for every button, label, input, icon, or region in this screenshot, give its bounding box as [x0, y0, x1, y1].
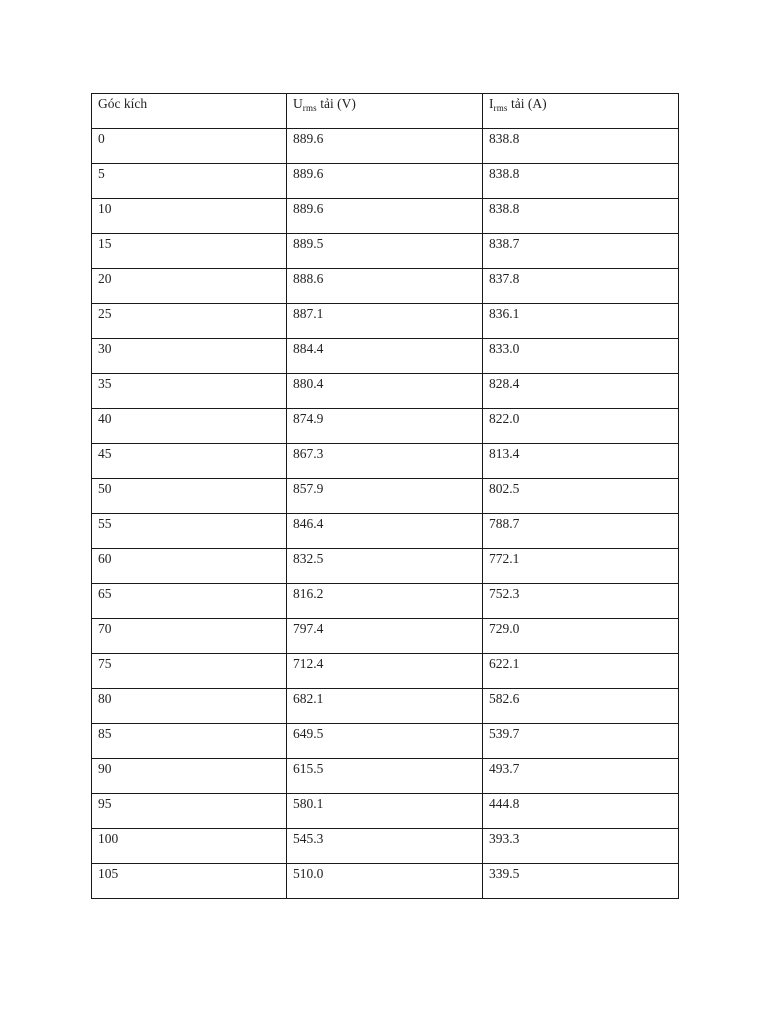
table-row	[92, 724, 679, 759]
table-row	[92, 689, 679, 724]
table-header-row	[92, 94, 679, 129]
table-row	[92, 759, 679, 794]
cell-irms-value: 788.7	[483, 514, 679, 549]
cell-urms-value: 880.4	[287, 374, 483, 409]
table-row	[92, 129, 679, 164]
cell-firing-angle: 65	[92, 584, 287, 619]
cell-urms-value: 889.5	[287, 234, 483, 269]
table-row	[92, 549, 679, 584]
cell-urms-value: 682.1	[287, 689, 483, 724]
header-urms-load: $U_{rms}$ tải (V)	[287, 94, 483, 129]
cell-firing-angle: 0	[92, 129, 287, 164]
cell-irms-value: 752.3	[483, 584, 679, 619]
cell-irms-value: 836.1	[483, 304, 679, 339]
cell-urms-value: 510.0	[287, 864, 483, 899]
table-row	[92, 444, 679, 479]
table-row	[92, 654, 679, 689]
cell-irms-value: 828.4	[483, 374, 679, 409]
table-row	[92, 374, 679, 409]
cell-urms-value: 887.1	[287, 304, 483, 339]
cell-urms-value: 580.1	[287, 794, 483, 829]
cell-urms-value: 889.6	[287, 164, 483, 199]
cell-urms-value: 615.5	[287, 759, 483, 794]
cell-irms-value: 582.6	[483, 689, 679, 724]
cell-firing-angle: 20	[92, 269, 287, 304]
cell-firing-angle: 85	[92, 724, 287, 759]
cell-irms-value: 539.7	[483, 724, 679, 759]
cell-urms-value: 857.9	[287, 479, 483, 514]
cell-urms-value: 545.3	[287, 829, 483, 864]
cell-irms-value: 393.3	[483, 829, 679, 864]
cell-urms-value: 816.2	[287, 584, 483, 619]
header-irms-load: $I_{rms}$ tải (A)	[483, 94, 679, 129]
cell-firing-angle: 30	[92, 339, 287, 374]
table-row	[92, 584, 679, 619]
cell-irms-value: 802.5	[483, 479, 679, 514]
cell-urms-value: 889.6	[287, 129, 483, 164]
table-row	[92, 269, 679, 304]
cell-irms-value: 838.7	[483, 234, 679, 269]
table-row	[92, 514, 679, 549]
table-row	[92, 164, 679, 199]
table-row	[92, 339, 679, 374]
cell-firing-angle: 55	[92, 514, 287, 549]
cell-urms-value: 797.4	[287, 619, 483, 654]
table-row	[92, 304, 679, 339]
cell-irms-value: 838.8	[483, 199, 679, 234]
cell-irms-value: 822.0	[483, 409, 679, 444]
table-row	[92, 199, 679, 234]
cell-firing-angle: 95	[92, 794, 287, 829]
table-row	[92, 479, 679, 514]
data-table	[91, 93, 679, 899]
cell-irms-value: 838.8	[483, 129, 679, 164]
cell-firing-angle: 80	[92, 689, 287, 724]
cell-urms-value: 889.6	[287, 199, 483, 234]
cell-firing-angle: 15	[92, 234, 287, 269]
cell-urms-value: 712.4	[287, 654, 483, 689]
cell-urms-value: 888.6	[287, 269, 483, 304]
cell-irms-value: 838.8	[483, 164, 679, 199]
table-row	[92, 409, 679, 444]
table-row	[92, 794, 679, 829]
cell-irms-value: 837.8	[483, 269, 679, 304]
cell-irms-value: 729.0	[483, 619, 679, 654]
cell-firing-angle: 60	[92, 549, 287, 584]
cell-firing-angle: 10	[92, 199, 287, 234]
cell-irms-value: 622.1	[483, 654, 679, 689]
cell-firing-angle: 70	[92, 619, 287, 654]
cell-irms-value: 772.1	[483, 549, 679, 584]
table-row	[92, 619, 679, 654]
cell-urms-value: 846.4	[287, 514, 483, 549]
cell-firing-angle: 40	[92, 409, 287, 444]
cell-firing-angle: 100	[92, 829, 287, 864]
cell-urms-value: 649.5	[287, 724, 483, 759]
cell-irms-value: 813.4	[483, 444, 679, 479]
table-body	[92, 129, 679, 899]
cell-urms-value: 867.3	[287, 444, 483, 479]
table-row	[92, 829, 679, 864]
cell-firing-angle: 35	[92, 374, 287, 409]
cell-urms-value: 874.9	[287, 409, 483, 444]
cell-urms-value: 884.4	[287, 339, 483, 374]
cell-firing-angle: 90	[92, 759, 287, 794]
table-row	[92, 864, 679, 899]
cell-firing-angle: 45	[92, 444, 287, 479]
cell-irms-value: 493.7	[483, 759, 679, 794]
cell-firing-angle: 75	[92, 654, 287, 689]
cell-firing-angle: 5	[92, 164, 287, 199]
cell-firing-angle: 105	[92, 864, 287, 899]
cell-irms-value: 444.8	[483, 794, 679, 829]
cell-firing-angle: 50	[92, 479, 287, 514]
cell-irms-value: 833.0	[483, 339, 679, 374]
table-row	[92, 234, 679, 269]
cell-irms-value: 339.5	[483, 864, 679, 899]
header-firing-angle: Góc kích	[92, 94, 287, 129]
cell-urms-value: 832.5	[287, 549, 483, 584]
cell-firing-angle: 25	[92, 304, 287, 339]
